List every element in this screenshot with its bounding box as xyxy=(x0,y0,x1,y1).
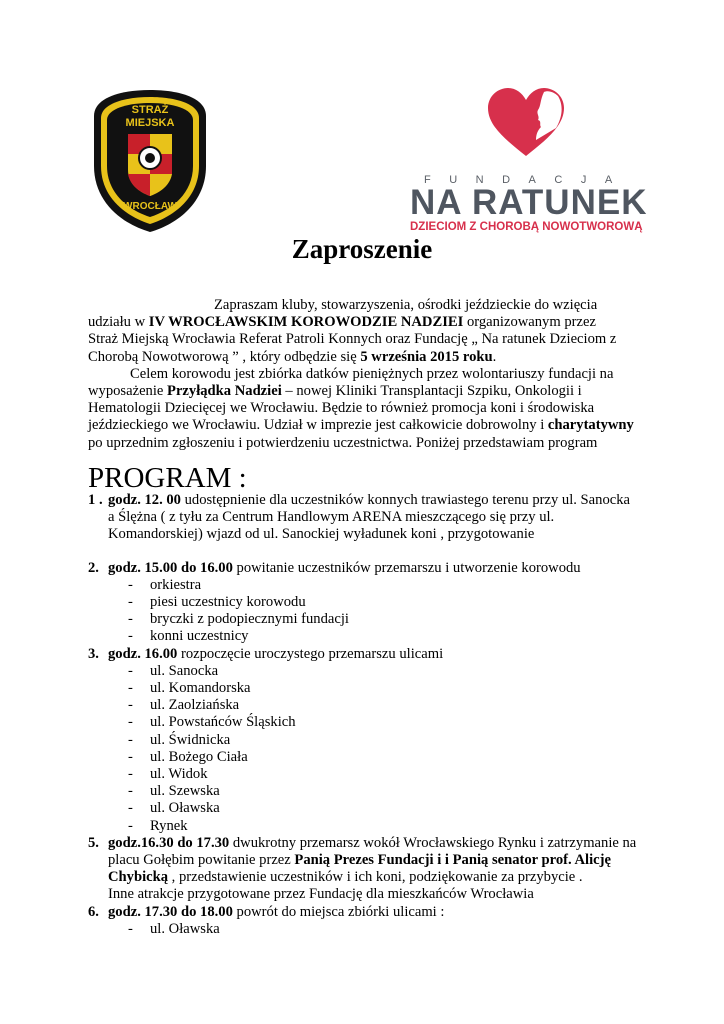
document-title: Zaproszenie xyxy=(291,234,433,264)
program-item-2: 2. godz. 15.00 do 16.00 powitanie uczestników przemarszu i utworzenie korowodu xyxy=(88,559,581,576)
program-time: godz. 17.30 do 18.00 xyxy=(108,903,233,920)
list-item: - ul. Powstańców Śląskich xyxy=(128,714,296,731)
list-item: - ul. Sanocka xyxy=(128,662,219,679)
list-item: - ul. Świdnicka xyxy=(128,731,231,748)
straz-middle-text: MIEJSKA xyxy=(125,117,175,129)
intro-line: wyposażenie Przyłądka Nadziei – nowej Kliniki Transplantacji Szpiku, Onkologii i xyxy=(88,383,582,400)
list-item: - piesi uczestnicy korowodu xyxy=(128,594,306,611)
intro-line: jeździeckiego we Wrocławiu. Udział w imprezie jest całkowicie dobrowolny i charytatywny xyxy=(88,417,634,434)
list-item: - ul. Widok xyxy=(128,766,208,783)
program-time: godz.16.30 do 17.30 xyxy=(108,834,230,851)
intro-line: Chorobą Nowotworową ” , który odbędzie się 5 września 2015 roku. xyxy=(88,348,497,365)
intro-line: Hematologii Dziecięcej we Wrocławiu. Będzie to również promocja koni i środowiska xyxy=(88,400,595,417)
event-date: 5 września 2015 roku xyxy=(360,348,493,365)
list-item: - bryczki z podopiecznymi fundacji xyxy=(128,611,349,628)
program-time: godz. 12. 00 xyxy=(108,492,181,508)
program-item-line: placu Gołębim powitanie przez Panią Prezes Fundacji i i Panią senator prof. Alicję xyxy=(108,852,611,869)
program-item-5: 5. godz.16.30 do 17.30 dwukrotny przemarsz wokół Wrocławskiego Rynku i zatrzymanie na xyxy=(88,834,637,851)
program-item-line: Chybicką , przedstawienie uczestników i ich koni, podziękowanie za przybycie . xyxy=(108,869,583,886)
list-item: - konni uczestnicy xyxy=(128,628,249,645)
program-item-line: Inne atrakcje przygotowane przez Fundację dla mieszkańców Wrocławia xyxy=(108,886,534,903)
na-ratunek-text: NA RATUNEK xyxy=(410,183,648,222)
intro-line: Celem korowodu jest zbiórka datków pieniężnych przez wolontariuszy fundacji na xyxy=(130,365,614,382)
straz-bottom-text: WROCŁAW xyxy=(123,201,177,212)
list-item: - ul. Oławska xyxy=(128,920,220,937)
intro-line: po uprzednim zgłoszeniu i potwierdzeniu uczestnictwa. Poniżej przedstawiam program xyxy=(88,434,598,451)
program-time: godz. 16.00 xyxy=(108,645,178,662)
program-time: godz. 15.00 do 16.00 xyxy=(108,559,233,576)
list-item: - ul. Szewska xyxy=(128,783,220,800)
list-item: - ul. Oławska xyxy=(128,800,220,817)
program-heading: PROGRAM : xyxy=(88,462,247,494)
program-item-line: a Ślężna ( z tyłu za Centrum Handlowym ARENA mieszczącego się przy ul. xyxy=(108,509,555,526)
list-item: - Rynek xyxy=(128,817,188,834)
list-item: - ul. Zaolziańska xyxy=(128,697,240,714)
straz-top-text: STRAŻ xyxy=(131,104,169,116)
list-item: - ul. Bożego Ciała xyxy=(128,748,248,765)
list-item: - orkiestra xyxy=(128,576,202,593)
heart-profile-icon xyxy=(486,88,566,158)
intro-line: udziału w IV WROCŁAWSKIM KOROWODZIE NADZIEI organizowanym przez xyxy=(88,314,596,331)
fundacja-na-ratunek-logo xyxy=(410,88,650,233)
clinic-name: Przyłądka Nadziei xyxy=(167,383,282,400)
program-item-line: Komandorskiej) wjazd od ul. Sanockiej wyładunek koni , przygotowanie xyxy=(108,526,535,543)
intro-text xyxy=(88,297,648,452)
program-item-6: 6. godz. 17.30 do 18.00 powrót do miejsca zbiórki ulicami : xyxy=(88,903,445,920)
straz-miejska-logo xyxy=(88,86,212,236)
fundacja-text: FUNDACJA xyxy=(424,174,631,186)
intro-line: Straż Miejską Wrocławia Referat Patroli Konnych oraz Fundację „ Na ratunek Dzieciom z xyxy=(88,331,617,348)
program-item-1: 1 . godz. 12. 00 udostępnienie dla uczestników konnych trawiastego terenu przy ul. Sanocka xyxy=(88,492,630,508)
list-item: - ul. Komandorska xyxy=(128,680,251,697)
program-list xyxy=(88,492,648,938)
program-item-3: 3. godz. 16.00 rozpoczęcie uroczystego przemarszu ulicami xyxy=(88,645,444,662)
intro-line: Zapraszam kluby, stowarzyszenia, ośrodki jeździeckie do wzięcia xyxy=(214,297,598,313)
event-name: IV WROCŁAWSKIM KOROWODZIE NADZIEI xyxy=(148,314,464,331)
fundacja-tagline: DZIECIOM Z CHOROBĄ NOWOTWOROWĄ xyxy=(410,221,643,233)
